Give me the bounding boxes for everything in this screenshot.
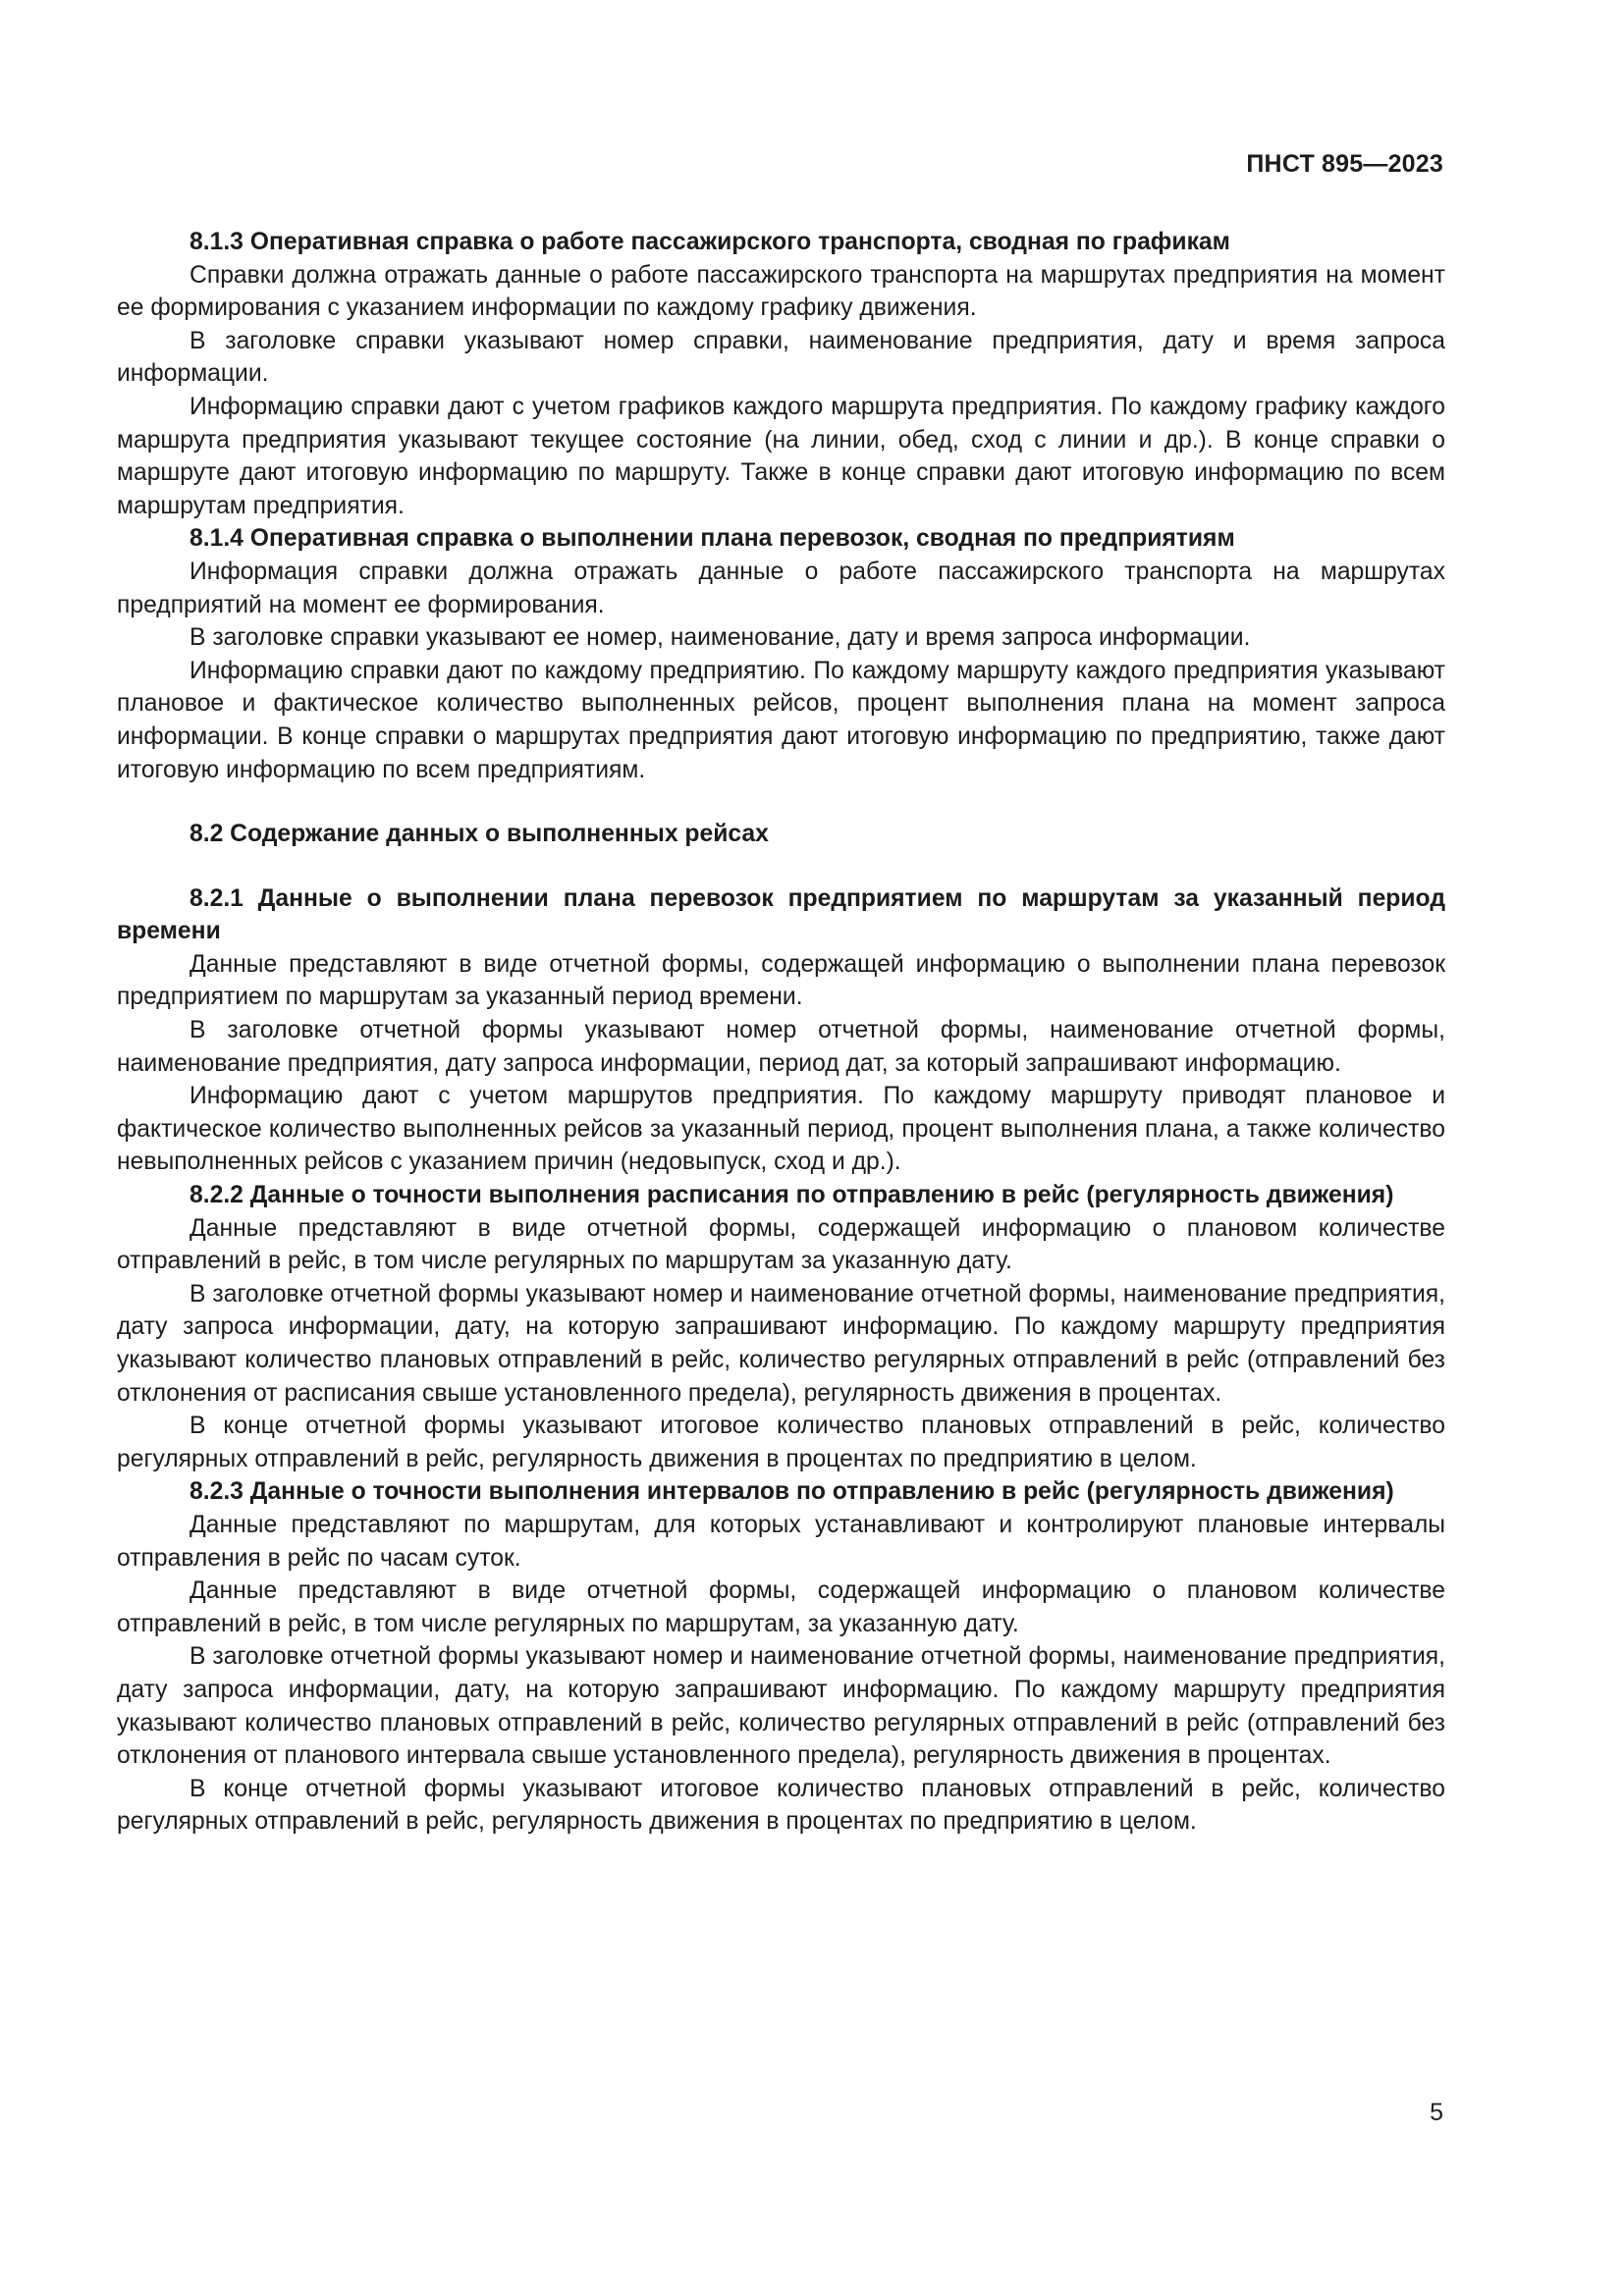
paragraph: Данные представляют в виде отчетной формы, содержащей информацию о выполнении плана перевозок предприятием по маршрутам за указанный период времени. (117, 950, 1445, 1011)
paragraph: В заголовке отчетной формы указывают номер и наименование отчетной формы, наименование предприятия, дату запроса информации, дату, на которую запрашивают информацию. По каждому маршруту предприятия указывают количество плановых отправлений в рейс, количество регулярных отправлений в рейс (отправлений без отклонения от расписания свыше установленного предела), регулярность движения в процентах. (117, 1280, 1445, 1407)
paragraph: Информацию справки дают по каждому предприятию. По каждому маршруту каждого предприятия указывают плановое и фактическое количество выполненных рейсов, процент выполнения плана на момент запроса информации. В конце справки о маршрутах предприятия дают итоговую информацию по предприятию, также дают итоговую информацию по всем предприятиям. (117, 657, 1445, 783)
paragraph: Информацию дают с учетом маршрутов предприятия. По каждому маршруту приводят плановое и фактическое количество выполненных рейсов за указанный период, процент выполнения плана, а также количество невыполненных рейсов с указанием причин (недовыпуск, сход и др.). (117, 1083, 1445, 1176)
paragraph: Справки должна отражать данные о работе пассажирского транспорта на маршрутах предприятия на момент ее формирования с указанием информации по каждому графику движения. (117, 261, 1445, 322)
section-heading-8-1-3: 8.1.3 Оперативная справка о работе пассажирского транспорта, сводная по графикам (189, 229, 1230, 255)
paragraph: В конце отчетной формы указывают итоговое количество плановых отправлений в рейс, количество регулярных отправлений в рейс, регулярность движения в процентах по предприятию в целом. (117, 1413, 1445, 1472)
section-heading-8-2-2: 8.2.2 Данные о точности выполнения расписания по отправлению в рейс (регулярность движения) (189, 1182, 1394, 1209)
page-number: 5 (1430, 2099, 1443, 2126)
paragraph: В конце отчетной формы указывают итоговое количество плановых отправлений в рейс, количество регулярных отправлений в рейс, регулярность движения в процентах по предприятию в целом. (117, 1775, 1445, 1836)
paragraph: В заголовке справки указывают номер справки, наименование предприятия, дату и время запроса информации. (117, 327, 1445, 388)
section-heading-8-2: 8.2 Содержание данных о выполненных рейсах (189, 821, 769, 848)
paragraph: Информация справки должна отражать данные о работе пассажирского транспорта на маршрутах предприятий на момент ее формирования. (117, 558, 1445, 618)
paragraph: В заголовке отчетной формы указывают номер и наименование отчетной формы, наименование предприятия, дату запроса информации, дату, на которую запрашивают информацию. По каждому маршруту предприятия указывают количество плановых отправлений в рейс, количество регулярных отправлений в рейс (отправлений без отклонения от планового интервала свыше установленного предела), регулярность движения в процентах. (117, 1643, 1445, 1770)
paragraph: В заголовке справки указывают ее номер, наименование, дату и время запроса информации. (189, 624, 1251, 652)
paragraph: Данные представляют в виде отчетной формы, содержащей информацию о плановом количестве отправлений в рейс, в том числе регулярных по маршрутам, за указанную дату. (117, 1577, 1445, 1637)
paragraph: В заголовке отчетной формы указывают номер отчетной формы, наименование отчетной формы, наименование предприятия, дату запроса информации, период дат, за который запрашивают информацию. (117, 1017, 1445, 1077)
section-heading-8-1-4: 8.1.4 Оперативная справка о выполнении плана перевозок, сводная по предприятиям (189, 525, 1235, 553)
paragraph: Информацию справки дают с учетом графиков каждого маршрута предприятия. По каждому графику каждого маршрута предприятия указывают текущее состояние (на линии, обед, сход с линии и др.). В конце справки о маршруте дают итоговую информацию по маршруту. Также в конце справки дают итоговую информацию по всем маршрутам предприятия. (117, 393, 1445, 519)
document-code: ПНСТ 895—2023 (1246, 150, 1443, 178)
section-heading-8-2-1: 8.2.1 Данные о выполнении плана перевозок предприятием по маршрутам за указанный период времени (117, 884, 1445, 945)
document-body (117, 226, 1445, 1839)
section-heading-8-2-3: 8.2.3 Данные о точности выполнения интервалов по отправлению в рейс (регулярность движения) (189, 1478, 1394, 1506)
paragraph: Данные представляют в виде отчетной формы, содержащей информацию о плановом количестве отправлений в рейс, в том числе регулярных по маршрутам за указанную дату. (117, 1214, 1445, 1275)
paragraph: Данные представляют по маршрутам, для которых устанавливают и контролируют плановые интервалы отправления в рейс по часам суток. (117, 1511, 1445, 1572)
